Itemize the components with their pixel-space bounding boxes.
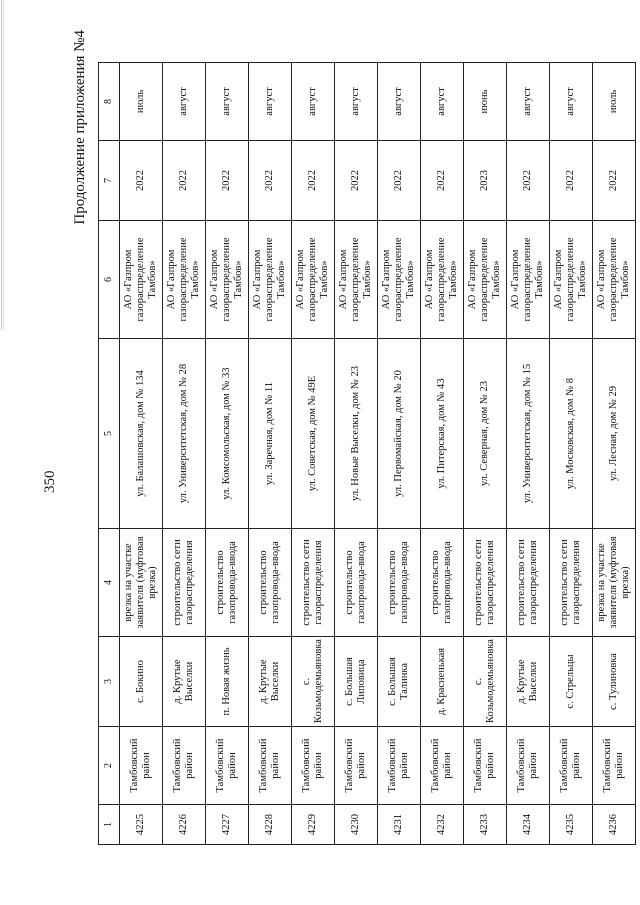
settlement-cell: с. Стрельцы: [550, 637, 593, 727]
column-number: 7: [99, 141, 120, 221]
column-number-row: [99, 63, 120, 845]
column-number: 1: [99, 805, 120, 845]
address-cell: ул. Первомайская, дом № 20: [378, 339, 421, 529]
row-number-cell: 4231: [378, 805, 421, 845]
address-cell: ул. Университетская, дом № 15: [507, 339, 550, 529]
organization-cell: АО «Газпром газораспределение Тамбов»: [421, 221, 464, 339]
table-row: [163, 63, 206, 845]
table-body: [120, 63, 636, 845]
month-cell: июль: [593, 63, 636, 141]
row-number-cell: 4235: [550, 805, 593, 845]
organization-cell: АО «Газпром газораспределение Тамбов»: [378, 221, 421, 339]
settlement-cell: с. Большая Талинка: [378, 637, 421, 727]
year-cell: 2022: [593, 141, 636, 221]
table-row: [335, 63, 378, 845]
address-cell: ул. Новые Выселки, дом № 23: [335, 339, 378, 529]
month-cell: август: [507, 63, 550, 141]
district-cell: Тамбовский район: [163, 727, 206, 805]
address-cell: ул. Комсомольская, дом № 33: [206, 339, 249, 529]
table-row: [120, 63, 163, 845]
address-cell: ул. Питерская, дом № 43: [421, 339, 464, 529]
year-cell: 2022: [249, 141, 292, 221]
continuation-title: Продолжение приложения №4: [72, 30, 88, 225]
month-cell: август: [421, 63, 464, 141]
district-cell: Тамбовский район: [292, 727, 335, 805]
district-cell: Тамбовский район: [464, 727, 507, 805]
row-number-cell: 4232: [421, 805, 464, 845]
work-type-cell: строительство сети газораспределения: [464, 529, 507, 637]
organization-cell: АО «Газпром газораспределение Тамбов»: [464, 221, 507, 339]
column-number: 6: [99, 221, 120, 339]
month-cell: август: [206, 63, 249, 141]
row-number-cell: 4236: [593, 805, 636, 845]
table-row: [593, 63, 636, 845]
district-cell: Тамбовский район: [120, 727, 163, 805]
month-cell: август: [378, 63, 421, 141]
table-row: [507, 63, 550, 845]
month-cell: август: [249, 63, 292, 141]
address-cell: ул. Балашовская, дом № 134: [120, 339, 163, 529]
month-cell: август: [292, 63, 335, 141]
table-row: [550, 63, 593, 845]
gasification-table: [98, 62, 636, 845]
district-cell: Тамбовский район: [249, 727, 292, 805]
organization-cell: АО «Газпром газораспределение Тамбов»: [593, 221, 636, 339]
work-type-cell: строительство сети газораспределения: [163, 529, 206, 637]
year-cell: 2022: [335, 141, 378, 221]
column-number: 3: [99, 637, 120, 727]
year-cell: 2022: [163, 141, 206, 221]
work-type-cell: строительство газопровода-ввода: [335, 529, 378, 637]
row-number-cell: 4234: [507, 805, 550, 845]
month-cell: июль: [120, 63, 163, 141]
table-row: [206, 63, 249, 845]
table-row: [464, 63, 507, 845]
address-cell: ул. Университетская, дом № 28: [163, 339, 206, 529]
month-cell: август: [550, 63, 593, 141]
organization-cell: АО «Газпром газораспределение Тамбов»: [206, 221, 249, 339]
district-cell: Тамбовский район: [507, 727, 550, 805]
column-number: 8: [99, 63, 120, 141]
address-cell: ул. Заречная, дом № 11: [249, 339, 292, 529]
column-number: 5: [99, 339, 120, 529]
work-type-cell: строительство газопровода-ввода: [206, 529, 249, 637]
work-type-cell: строительство сети газораспределения: [507, 529, 550, 637]
district-cell: Тамбовский район: [335, 727, 378, 805]
address-cell: ул. Московская, дом № 8: [550, 339, 593, 529]
address-cell: ул. Северная, дом № 23: [464, 339, 507, 529]
column-number: 2: [99, 727, 120, 805]
year-cell: 2023: [464, 141, 507, 221]
work-type-cell: строительство газопровода-ввода: [378, 529, 421, 637]
row-number-cell: 4226: [163, 805, 206, 845]
organization-cell: АО «Газпром газораспределение Тамбов»: [120, 221, 163, 339]
district-cell: Тамбовский район: [206, 727, 249, 805]
work-type-cell: врезка на участке заявителя (муфтовая врезка): [120, 529, 163, 637]
year-cell: 2022: [550, 141, 593, 221]
settlement-cell: д. Крутые Выселки: [249, 637, 292, 727]
year-cell: 2022: [206, 141, 249, 221]
column-number: 4: [99, 529, 120, 637]
organization-cell: АО «Газпром газораспределение Тамбов»: [163, 221, 206, 339]
table-row: [378, 63, 421, 845]
district-cell: Тамбовский район: [550, 727, 593, 805]
district-cell: Тамбовский район: [378, 727, 421, 805]
work-type-cell: строительство газопровода-ввода: [249, 529, 292, 637]
row-number-cell: 4230: [335, 805, 378, 845]
work-type-cell: врезка на участке заявителя (муфтовая врезка): [593, 529, 636, 637]
organization-cell: АО «Газпром газораспределение Тамбов»: [249, 221, 292, 339]
month-cell: август: [163, 63, 206, 141]
row-number-cell: 4233: [464, 805, 507, 845]
district-cell: Тамбовский район: [421, 727, 464, 805]
row-number-cell: 4227: [206, 805, 249, 845]
table-row: [292, 63, 335, 845]
settlement-cell: с. Козьмодемьяновка: [464, 637, 507, 727]
page-number: 350: [42, 470, 58, 493]
organization-cell: АО «Газпром газораспределение Тамбов»: [335, 221, 378, 339]
organization-cell: АО «Газпром газораспределение Тамбов»: [550, 221, 593, 339]
settlement-cell: с. Бокино: [120, 637, 163, 727]
month-cell: август: [335, 63, 378, 141]
settlement-cell: д. Крутые Выселки: [163, 637, 206, 727]
year-cell: 2022: [292, 141, 335, 221]
settlement-cell: п. Новая жизнь: [206, 637, 249, 727]
work-type-cell: строительство сети газораспределения: [292, 529, 335, 637]
year-cell: 2022: [378, 141, 421, 221]
row-number-cell: 4229: [292, 805, 335, 845]
address-cell: ул. Советская, дом № 49Е: [292, 339, 335, 529]
table-row: [421, 63, 464, 845]
organization-cell: АО «Газпром газораспределение Тамбов»: [507, 221, 550, 339]
organization-cell: АО «Газпром газораспределение Тамбов»: [292, 221, 335, 339]
settlement-cell: д. Красненькая: [421, 637, 464, 727]
month-cell: июнь: [464, 63, 507, 141]
address-cell: ул. Лесная, дом № 29: [593, 339, 636, 529]
table-row: [249, 63, 292, 845]
settlement-cell: с. Большая Липовица: [335, 637, 378, 727]
year-cell: 2022: [421, 141, 464, 221]
settlement-cell: д. Крутые Выселки: [507, 637, 550, 727]
row-number-cell: 4225: [120, 805, 163, 845]
district-cell: Тамбовский район: [593, 727, 636, 805]
work-type-cell: строительство газопровода-ввода: [421, 529, 464, 637]
settlement-cell: с. Козьмодемьяновка: [292, 637, 335, 727]
year-cell: 2022: [120, 141, 163, 221]
year-cell: 2022: [507, 141, 550, 221]
row-number-cell: 4228: [249, 805, 292, 845]
settlement-cell: с. Тулиновка: [593, 637, 636, 727]
work-type-cell: строительство сети газораспределения: [550, 529, 593, 637]
